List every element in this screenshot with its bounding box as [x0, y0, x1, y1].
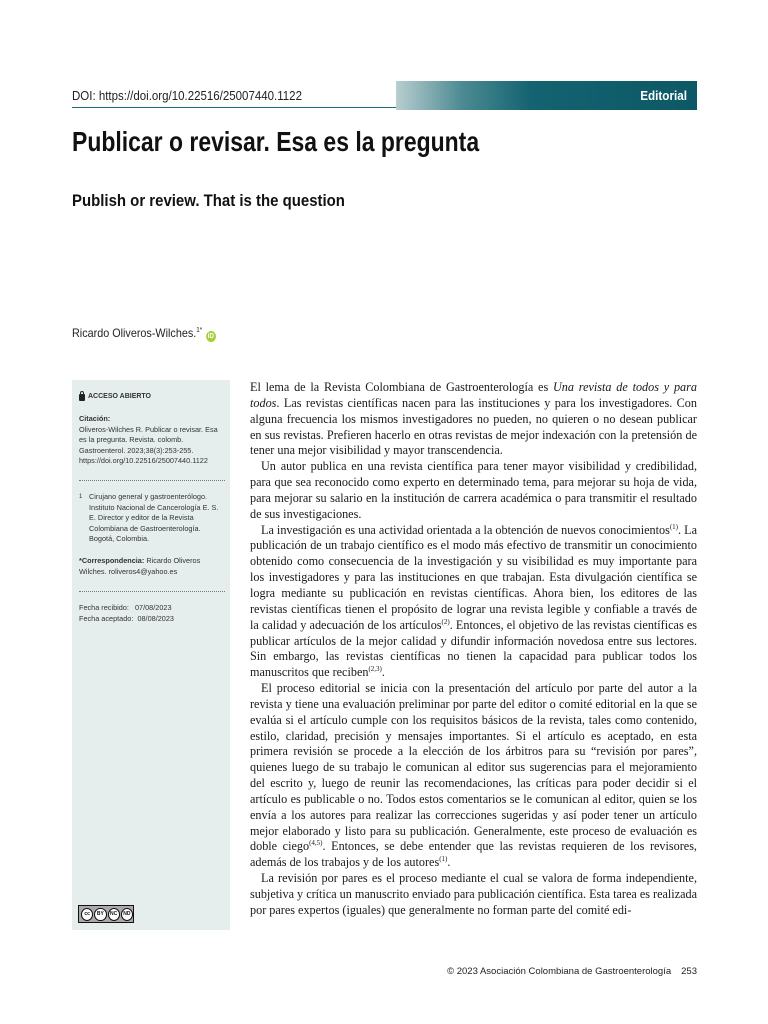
received-label: Fecha recibido:	[79, 603, 129, 613]
page-footer	[447, 966, 697, 977]
citation-ref[interactable]: (1)	[439, 855, 448, 864]
text-run: . La publicación de un trabajo científico es el modo más efectivo de transmitir un conocimiento obtenido como consecuencia de la investigación y su visibilidad es muy importante para los investigadores y para las instituciones en que trabajan. Esta divulgación científica se logra mediante su publicación en revistas científicas. Ahora bien, los editores de las revistas científicas tienen el propósito de lograr una revista legible y confiable a través de la calidad y adecuación de los artículos	[250, 522, 697, 632]
citation-ref[interactable]: (2,3)	[368, 665, 382, 674]
author-line	[72, 326, 216, 342]
copyright: © 2023 Asociación Colombiana de Gastroenterología	[447, 966, 672, 977]
article-sidebar	[72, 380, 230, 930]
section-band	[396, 81, 697, 110]
paragraph	[250, 681, 697, 871]
nc-icon: NC	[108, 908, 120, 921]
correspondence-label: *Correspondencia:	[79, 556, 145, 566]
section-label: Editorial	[640, 88, 687, 103]
citation-ref[interactable]: (2)	[441, 617, 450, 626]
open-access-label: ACCESO ABIERTO	[88, 393, 152, 400]
author-name: Ricardo Oliveros-Wilches.	[72, 326, 197, 340]
text-run: . Entonces, se debe entender que las revistas requieren de los revisores, además de los trabajos y de los autores	[250, 839, 697, 870]
cc-icon: cc	[81, 908, 93, 921]
text-run: La investigación es una actividad orientada a la obtención de nuevos conocimientos	[261, 522, 670, 537]
page-number: 253	[681, 966, 697, 977]
header-rule	[72, 107, 396, 108]
article-subtitle: Publish or review. That is the question	[72, 191, 345, 210]
open-access-badge	[79, 392, 225, 402]
citation-label: Citación:	[79, 414, 111, 424]
paragraph: Un autor publica en una revista científica para tener mayor visibilidad y credibilidad, para que sea reconocido como experto en determinado tema, para mejorar su hoja de vida, para mejorar su salario en la institución de carrera académica o para transmitir el resultado de sus investigaciones.	[250, 459, 697, 521]
affiliation	[79, 492, 225, 544]
divider	[79, 480, 225, 481]
citation-ref[interactable]: (4,5)	[309, 839, 323, 848]
doi-link[interactable]: DOI: https://doi.org/10.22516/25007440.1122	[72, 89, 302, 103]
journal-motto: Una revista de todos y para todos	[250, 380, 697, 410]
accepted-date: 08/08/2023	[137, 613, 174, 623]
citation-ref[interactable]: (1)	[669, 522, 679, 531]
orcid-icon[interactable]: iD	[207, 333, 214, 340]
citation-block	[79, 414, 225, 466]
correspondence-text: Ricardo Oliveros Wilches. roliveros4@yahoo.es	[79, 556, 201, 576]
open-lock-icon	[79, 394, 85, 401]
text-run: .	[381, 665, 385, 680]
correspondence-block	[79, 556, 225, 577]
text-run: El proceso editorial se inicia con la presentación del artículo por parte del autor a la revista y tiene una evaluación preliminar por parte del editor o comité editorial en la que se evalúa si el artículo cumple con los requisitos básicos de la revista, tales como contenido, estilo, claridad, precisión y mensajes importantes. Si el artículo es aceptado, en esta primera revisión se procede a la elección de los árbitros para su “revisión por pares”, quienes luego de su trabajo le comunican al editor sus sugerencias para el mejoramiento del escrito y, luego de reunir las recomendaciones, las críticas para poder decidir si el artículo es publicable o no. Todos estos comentarios se le comunican al editor, quien se los envía a los autores para realizar las correcciones sugeridas y así poder tener un artículo mejor elaborado y listo para su publicación. Generalmente, este proceso de evaluación es doble ciego	[250, 681, 697, 854]
citation-text: Oliveros-Wilches R. Publicar o revisar. Esa es la pregunta. Revista. colomb. Gastroenterol. 2023;38(3):253-255. https://doi.org/10.22516/25007440.1122	[79, 424, 218, 466]
text-run: . Las revistas científicas nacen para las instituciones y para los investigadores. Con alguna frecuencia los mismos investigadores no pueden, no quieren o no desean publicar en sus revistas. Prefieren hacerlo en otras revistas de mejor indexación con la pretensión de tener una mejor visibilidad y mayor transcendencia.	[250, 395, 697, 458]
accepted-row	[79, 614, 225, 624]
text-run: . Entonces, el objetivo de las revistas científicas es publicar artículos de la mejor calidad y difundir información novedosa entre sus lectores. Sin embargo, las revistas científicas no tienen la capacidad para publicar todos los manuscritos que reciben	[250, 617, 698, 680]
paragraph: La revisión por pares es el proceso mediante el cual se valora de forma independiente, subjetiva y crítica un manuscrito enviado para publicación científica. Esta tarea es realizada por pares expertos (iguales) que generalmente no forman parte del comité edi-	[250, 871, 698, 917]
received-date: 07/08/2023	[134, 603, 172, 613]
author-marks: 1*	[196, 327, 203, 334]
affiliation-number: 1	[79, 494, 83, 501]
article-title: Publicar o revisar. Esa es la pregunta	[72, 126, 480, 157]
text-run: El lema de la Revista Colombiana de Gastroenterología es	[250, 380, 553, 394]
dates-block	[79, 603, 225, 624]
paragraph	[250, 523, 697, 681]
accepted-label: Fecha aceptado:	[79, 613, 134, 623]
affiliation-text: Cirujano general y gastroenterólogo. Instituto Nacional de Cancerología E. S. E. Director y editor de la Revista Colombiana de Gastroenterología. Bogotá, Colombia.	[89, 492, 219, 544]
received-row	[79, 603, 225, 613]
divider	[79, 591, 225, 592]
nd-icon: ND	[121, 908, 133, 921]
cc-license-badge[interactable]	[78, 905, 134, 923]
by-icon: BY	[94, 908, 106, 921]
article-body	[250, 380, 697, 919]
text-run: .	[447, 855, 451, 870]
paragraph	[250, 380, 697, 459]
